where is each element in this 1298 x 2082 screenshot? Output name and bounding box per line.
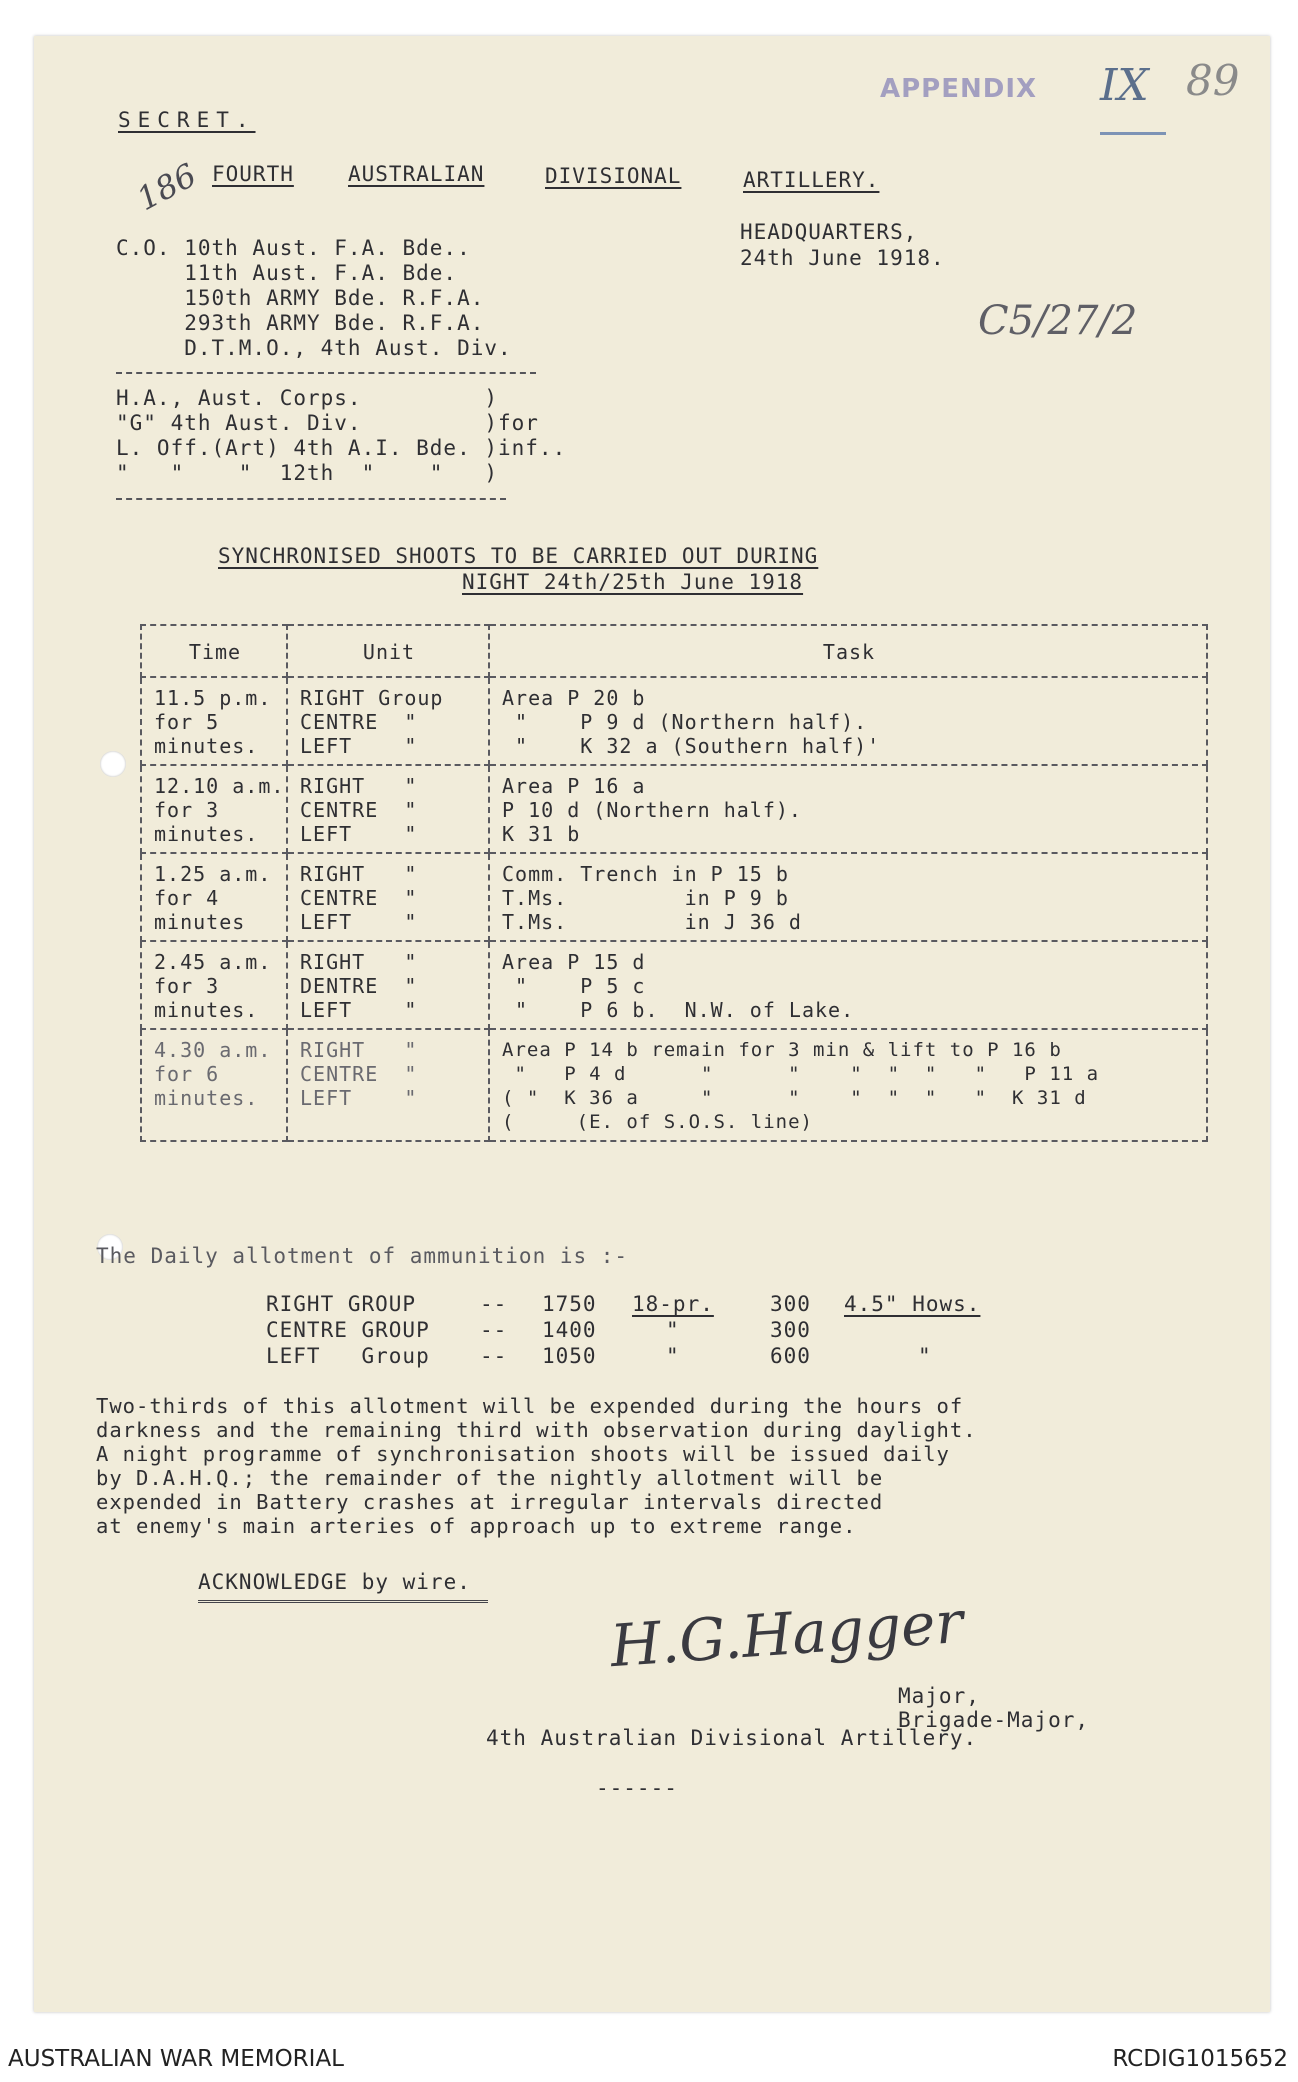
quantity-howitzer: 300 [770, 1318, 811, 1342]
table-row [141, 941, 1207, 1029]
appendix-stamp: APPENDIX [880, 74, 1038, 104]
unit-cell: RIGHT " CENTRE " LEFT " [287, 765, 489, 853]
addressee-line: C.O. 10th Aust. F.A. Bde.. [116, 236, 471, 260]
table-header-row [141, 625, 1207, 677]
unit-cell: RIGHT Group CENTRE " LEFT " [287, 677, 489, 765]
quantity-howitzer: 600 [770, 1344, 811, 1368]
acknowledge-instruction: ACKNOWLEDGE by wire. [198, 1570, 471, 1594]
acknowledge-underline [198, 1600, 488, 1603]
time-cell: 12.10 a.m. for 3 minutes. [141, 765, 287, 853]
signatory-unit: 4th Australian Divisional Artillery. [486, 1726, 978, 1750]
separator-line [116, 498, 506, 500]
paragraph-line: expended in Battery crashes at irregular intervals directed [96, 1490, 884, 1514]
handwritten-signature: H.G.Hagger [608, 1587, 966, 1681]
signatory-rank: Major, [898, 1684, 980, 1708]
paragraph-line: Two-thirds of this allotment will be expended during the hours of [96, 1394, 964, 1418]
archive-source-label: AUSTRALIAN WAR MEMORIAL [8, 2046, 344, 2072]
separator: -- [480, 1344, 508, 1368]
appendix-number-annotation: IX [1100, 60, 1149, 111]
time-cell: 1.25 a.m. for 4 minutes [141, 853, 287, 941]
group-name: CENTRE GROUP [266, 1318, 430, 1342]
addressee-line: D.T.M.O., 4th Aust. Div. [116, 336, 512, 360]
table-row [141, 1029, 1207, 1141]
time-cell: 4.30 a.m. for 6 minutes. [141, 1029, 287, 1141]
quantity-howitzer: 300 [770, 1292, 811, 1316]
task-cell: Comm. Trench in P 15 b T.Ms. in P 9 b T.Ms. in J 36 d [489, 853, 1207, 941]
ammo-type-howitzer: 4.5" Hows. [844, 1292, 981, 1316]
ditto-mark: " [666, 1318, 680, 1342]
addressee-line: 150th ARMY Bde. R.F.A. [116, 286, 485, 310]
addressee-line: 11th Aust. F.A. Bde. [116, 261, 458, 285]
synchronised-shoots-table [140, 624, 1208, 1142]
info-addressee-line: " " " 12th " " ) [116, 461, 499, 485]
unit-heading-word: AUSTRALIAN [348, 162, 485, 186]
unit-cell: RIGHT " DENTRE " LEFT " [287, 941, 489, 1029]
allotment-intro: The Daily allotment of ammunition is :- [96, 1244, 629, 1268]
paragraph-line: A night programme of synchronisation shoots will be issued daily [96, 1442, 950, 1466]
quantity-18pr: 1750 [542, 1292, 597, 1316]
page-number-annotation: 89 [1186, 56, 1240, 105]
table-row [141, 677, 1207, 765]
column-header-unit: Unit [287, 625, 489, 677]
task-cell: Area P 20 b " P 9 d (Northern half). " K 32 a (Southern half)' [489, 677, 1207, 765]
task-cell: Area P 16 a P 10 d (Northern half). K 31 b [489, 765, 1207, 853]
annotation-underline [1100, 132, 1166, 135]
title-line-1: SYNCHRONISED SHOOTS TO BE CARRIED OUT DURING [218, 544, 819, 568]
info-addressee-line: "G" 4th Aust. Div. )for [116, 411, 539, 435]
unit-cell: RIGHT " CENTRE " LEFT " [287, 853, 489, 941]
signatory-position: Brigade-Major, [898, 1708, 1090, 1732]
group-name: RIGHT GROUP [266, 1292, 417, 1316]
quantity-18pr: 1400 [542, 1318, 597, 1342]
closing-mark: ------ [596, 1776, 678, 1800]
task-cell: Area P 15 d " P 5 c " P 6 b. N.W. of Lake. [489, 941, 1207, 1029]
classification-heading: SECRET. [118, 108, 256, 132]
paragraph-line: at enemy's main arteries of approach up to extreme range. [96, 1514, 857, 1538]
unit-cell: RIGHT " CENTRE " LEFT " [287, 1029, 489, 1141]
column-header-task: Task [489, 625, 1207, 677]
separator: -- [480, 1292, 508, 1316]
title-line-2: NIGHT 24th/25th June 1918 [462, 570, 804, 594]
task-cell: Area P 14 b remain for 3 min & lift to P 16 b " P 4 d " " " " " " P 11 a ( " K 36 a " " " " " " K 31 d ( (E. of S.O.S. line) [489, 1029, 1207, 1141]
serial-number-annotation: 186 [130, 155, 203, 219]
time-cell: 2.45 a.m. for 3 minutes. [141, 941, 287, 1029]
column-header-time: Time [141, 625, 287, 677]
unit-heading-word: ARTILLERY. [743, 168, 880, 192]
group-name: LEFT Group [266, 1344, 430, 1368]
info-addressee-line: L. Off.(Art) 4th A.I. Bde. )inf.. [116, 436, 567, 460]
headquarters-label: HEADQUARTERS, [740, 220, 918, 244]
ditto-mark: " [918, 1344, 932, 1368]
separator-line [116, 372, 536, 374]
ditto-mark: " [666, 1344, 680, 1368]
document-date: 24th June 1918. [740, 246, 945, 270]
paragraph-line: by D.A.H.Q.; the remainder of the nightly allotment will be [96, 1466, 884, 1490]
quantity-18pr: 1050 [542, 1344, 597, 1368]
unit-heading-word: DIVISIONAL [545, 164, 682, 188]
punch-hole [100, 751, 126, 777]
addressee-line: 293th ARMY Bde. R.F.A. [116, 311, 485, 335]
archive-id-label: RCDIG1015652 [1112, 2046, 1288, 2072]
file-reference-annotation: C5/27/2 [978, 298, 1138, 344]
table-row [141, 853, 1207, 941]
unit-heading-word: FOURTH [212, 162, 294, 186]
separator: -- [480, 1318, 508, 1342]
info-addressee-line: H.A., Aust. Corps. ) [116, 386, 499, 410]
ammo-type-18pr: 18-pr. [632, 1292, 714, 1316]
instructions-paragraph [96, 1394, 977, 1538]
table-row [141, 765, 1207, 853]
time-cell: 11.5 p.m. for 5 minutes. [141, 677, 287, 765]
paragraph-line: darkness and the remaining third with observation during daylight. [96, 1418, 977, 1442]
